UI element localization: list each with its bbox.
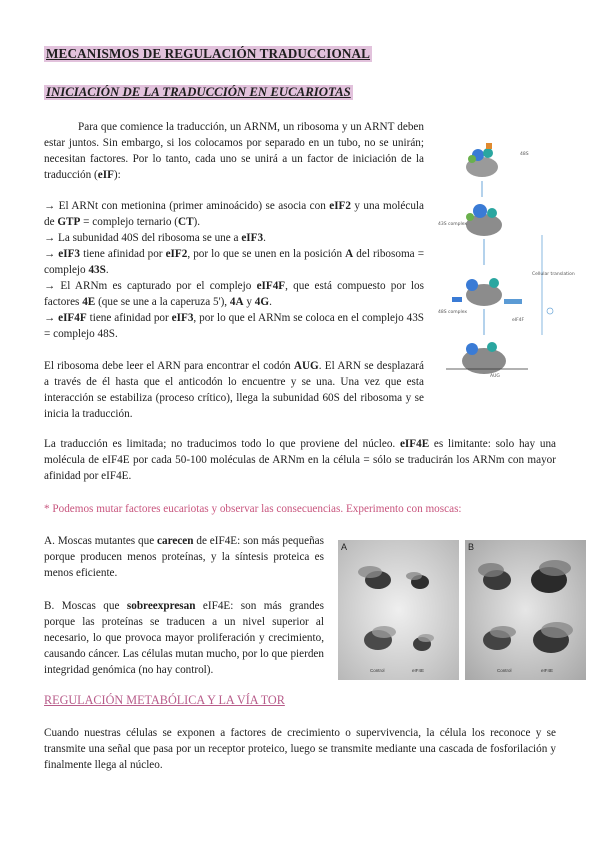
eif4f-shape bbox=[466, 279, 478, 291]
phospho-icon bbox=[547, 308, 553, 314]
eif-teal-4-shape bbox=[487, 342, 497, 352]
caption-a-mutant: eIF4E bbox=[412, 668, 425, 673]
fly-b2-wing bbox=[539, 560, 571, 576]
scanning-paragraph: El ribosoma debe leer el ARN para encontrar el codón AUG. El ARN se desplazará a través de él hasta que el anticodón lo encuentre y se una. Una vez que esta interacción se estabiliza (proceso crítico), llega la subunidad 60S del ribosoma y se inicia la traducción. bbox=[44, 360, 424, 420]
fly-b4-wing bbox=[541, 622, 573, 638]
intro-paragraph: Para que comience la traducción, un ARNM, un ribosoma y un ARNT deben estar juntos. Sin embargo, si los colocamos por separado en un tubo, no se unirán; necesitan factores. Por lo tanto, cada uno se unirá a un factor de iniciación de la traducción (eIF): bbox=[44, 121, 424, 181]
fly-a4-wing bbox=[418, 634, 434, 642]
fly-panel-b-svg bbox=[465, 540, 586, 680]
label-48s: 48S complex bbox=[438, 310, 468, 315]
steps-list bbox=[44, 198, 424, 342]
eif-green-shape bbox=[468, 155, 476, 163]
fly-b3-wing bbox=[490, 626, 516, 638]
fly-panel-a bbox=[338, 540, 459, 680]
panel-b-label: B bbox=[468, 542, 475, 552]
panel-a-label: A bbox=[341, 542, 348, 552]
label-43s: 43S complex bbox=[438, 222, 468, 227]
eif-teal-shape bbox=[483, 148, 493, 158]
caption-b-control: Control bbox=[497, 668, 512, 673]
step-2: → La subunidad 40S del ribosoma se une a eIF3. bbox=[44, 232, 266, 244]
initiation-diagram-svg bbox=[432, 125, 575, 405]
caption-a-control: Control bbox=[370, 668, 385, 673]
step-1: → El ARNt con metionina (primer aminoácido) se asocia con eIF2 y una molécula de GTP = complejo ternario (CT). bbox=[44, 200, 424, 228]
fly-a3-wing bbox=[372, 626, 396, 638]
mrna-tail-shape bbox=[504, 299, 522, 304]
experiment-a: A. Moscas mutantes que carecen de eIF4E: son más pequeñas porque producen menos proteínas, y la síntesis proteica es menos eficiente. bbox=[44, 535, 324, 579]
section2-heading: REGULACIÓN METABÓLICA Y LA VÍA TOR bbox=[44, 693, 285, 707]
label-aug: AUG bbox=[490, 374, 500, 379]
section-subtitle: INICIACIÓN DE LA TRADUCCIÓN EN EUCARIOTAS bbox=[46, 85, 351, 99]
eif-orange-shape bbox=[486, 143, 492, 149]
step-5: → eIF4F tiene afinidad por eIF3, por lo que el ARNm se coloca en el complejo 43S = complejo 48S. bbox=[44, 312, 425, 340]
eif2-shape bbox=[487, 208, 497, 218]
fly-panel-a-svg bbox=[338, 540, 459, 680]
eif3-shape bbox=[473, 204, 487, 218]
eif4e-shape bbox=[489, 278, 499, 288]
caption-b-overexpression: eIF4E bbox=[541, 668, 554, 673]
fly-b1-wing bbox=[478, 563, 504, 577]
fly-panel-b bbox=[465, 540, 586, 680]
experiment-b: B. Moscas que sobreexpresan eIF4E: son más grandes porque las proteínas se traducen a un nivel superior al necesario, lo que provoca mayor proliferación y crecimiento, causando cáncer. Las células mutan mucho, por lo que pierden integridad genómica (no hay control). bbox=[44, 600, 324, 676]
label-cellular-translation: Cellular translation bbox=[532, 272, 575, 277]
page-title: MECANISMOS DE REGULACIÓN TRADUCCIONAL bbox=[46, 46, 371, 61]
initiation-diagram bbox=[432, 125, 575, 405]
fly-experiment-figure bbox=[338, 540, 586, 680]
fly-a1-wing bbox=[358, 566, 382, 578]
eif-green-2-shape bbox=[466, 213, 474, 221]
label-48s-top: 48S bbox=[520, 152, 529, 157]
final-paragraph: Cuando nuestras células se exponen a factores de crecimiento o supervivencia, la célula los reconoce y se transmite una señal que pasa por un receptor proteico, luego se transmite mediante una cascada de fosforilación y finalmente llega al núcleo. bbox=[44, 727, 556, 771]
mrna-cap-shape bbox=[452, 297, 462, 302]
step-4: → El ARNm es capturado por el complejo eIF4F, que está compuesto por los factores 4E (que se une a la caperuza 5'), 4A y 4G. bbox=[44, 280, 424, 308]
fly-a2-wing bbox=[406, 572, 422, 580]
step-3: → eIF3 tiene afinidad por eIF2, por lo que se unen en la posición A del ribosoma = complejo 43S. bbox=[44, 248, 425, 276]
label-eif4f: eIF4F bbox=[512, 318, 525, 323]
eif-blue-4-shape bbox=[466, 343, 478, 355]
experiment-note: * Podemos mutar factores eucariotas y observar las consecuencias. Experimento con moscas: bbox=[44, 503, 462, 515]
limit-paragraph: La traducción es limitada; no traducimos todo lo que proviene del núcleo. eIF4E es limitante: solo hay una molécula de eIF4E por cada 50-100 moléculas de ARNm en la célula = sólo se traducirán los ARNm con mayor afinidad por eIF4E. bbox=[44, 438, 557, 482]
